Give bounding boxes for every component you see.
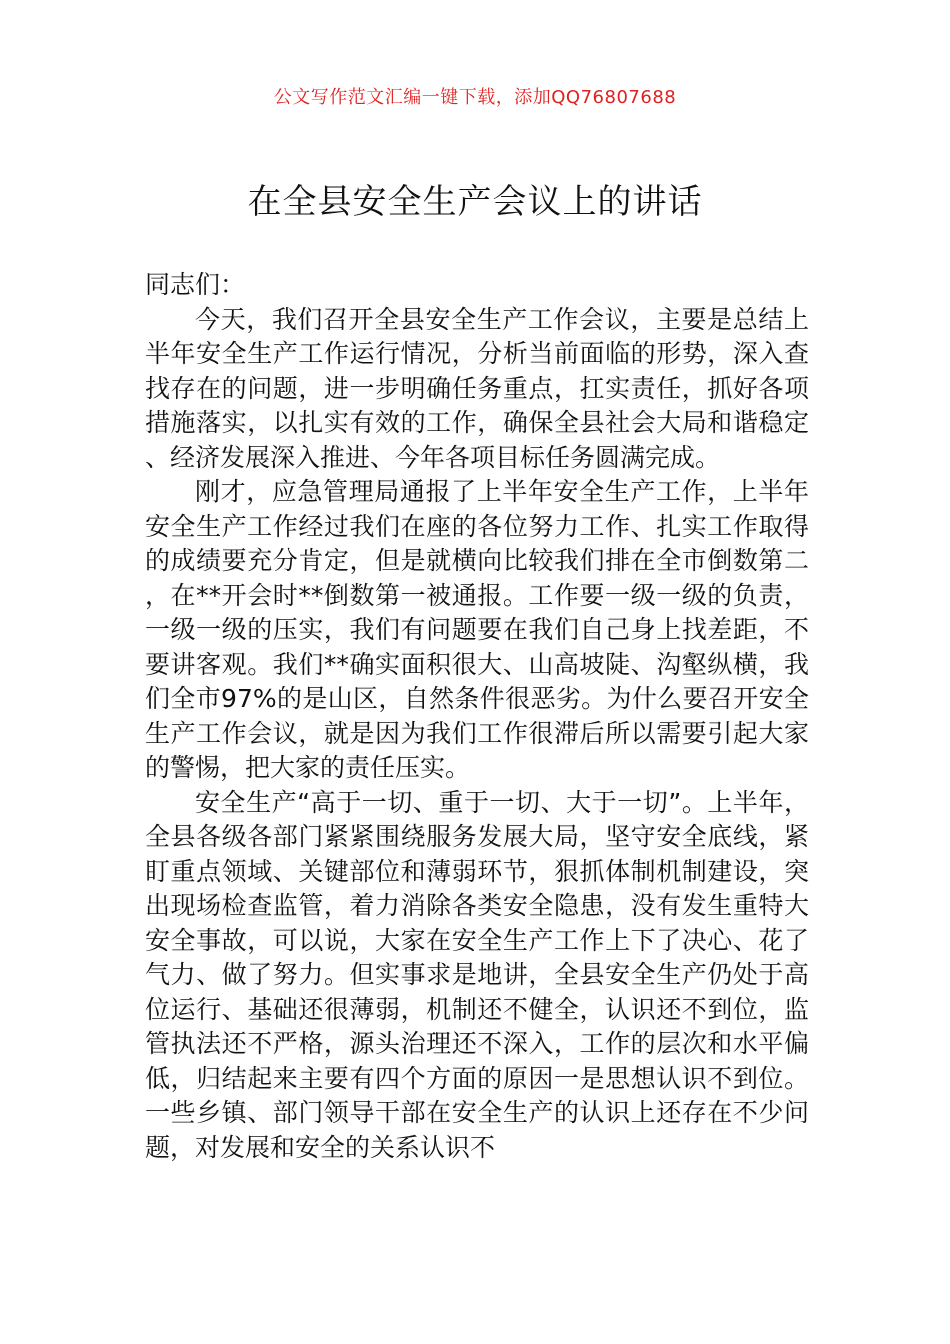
paragraph-3: 安全生产“高于一切、重于一切、大于一切”。上半年，全县各级各部门紧紧围绕服务发展大局，坚守安全底线，紧盯重点领域、关键部位和薄弱环节，狠抓体制机制建设，突出现场检查监管，着力消除各类安全隐患，没有发生重特大安全事故，可以说，大家在安全生产工作上下了决心、花了气力、做了努力。但实事求是地讲，全县安全生产仍处于高位运行、基础还很薄弱，机制还不健全，认识还不到位，监管执法还不严格，源头治理还不深入，工作的层次和水平偏低，归结起来主要有四个方面的原因一是思想认识不到位。一些乡镇、部门领导干部在安全生产的认识上还存在不少问题，对发展和安全的关系认识不 [145,787,809,1162]
salutation: 同志们： [145,270,246,299]
document-body [145,268,809,1165]
document-title: 在全县安全生产会议上的讲话 [247,182,703,222]
header-banner: 公文写作范文汇编一键下载，添加QQ76807688 [273,87,677,108]
paragraph-1: 今天，我们召开全县安全生产工作会议，主要是总结上半年安全生产工作运行情况，分析当前面临的形势，深入查找存在的问题，进一步明确任务重点，扛实责任，抓好各项措施落实，以扎实有效的工作，确保全县社会大局和谐稳定、经济发展深入推进、今年各项目标任务圆满完成。 [145,304,809,472]
paragraph-2: 刚才，应急管理局通报了上半年安全生产工作，上半年安全生产工作经过我们在座的各位努力工作、扎实工作取得的成绩要充分肯定，但是就横向比较我们排在全市倒数第二，在**开会时**倒数第一被通报。工作要一级一级的负责，一级一级的压实，我们有问题要在我们自己身上找差距，不要讲客观。我们**确实面积很大、山高坡陡、沟壑纵横，我们全市97%的是山区，自然条件很恶劣。为什么要召开安全生产工作会议，就是因为我们工作很滞后所以需要引起大家的警惕，把大家的责任压实。 [145,477,809,782]
